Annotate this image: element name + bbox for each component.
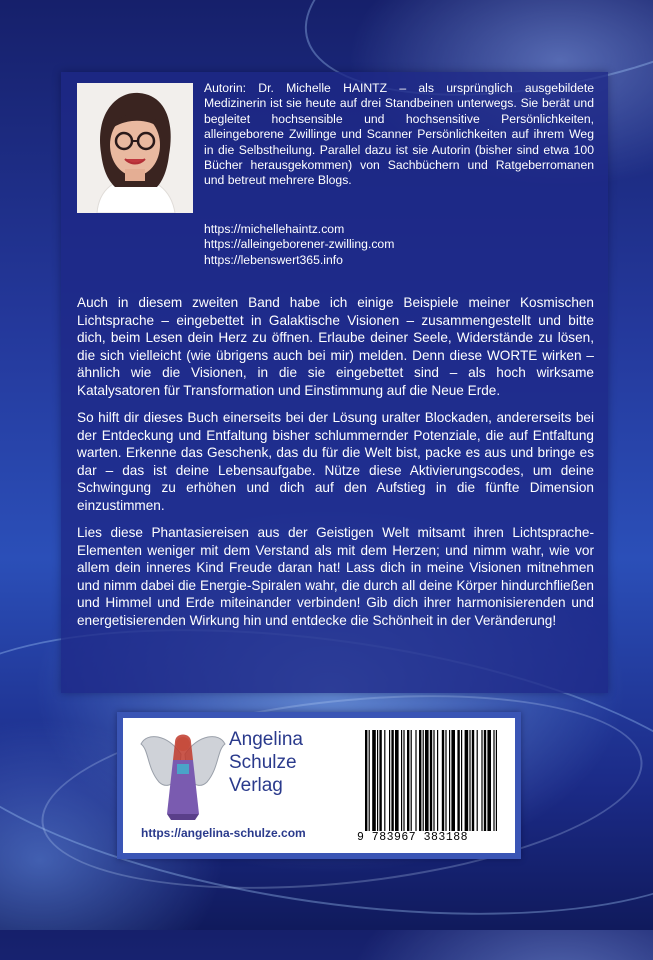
barcode-bar	[461, 730, 462, 834]
barcode-bar	[477, 730, 478, 834]
barcode-bar	[449, 730, 450, 834]
barcode-bar	[365, 730, 367, 834]
author-portrait-image	[77, 83, 193, 213]
barcode-bar	[425, 730, 429, 834]
barcode-bar	[465, 730, 469, 834]
barcode-bar	[369, 730, 370, 834]
barcode-bar	[403, 730, 404, 834]
isbn-barcode	[357, 730, 503, 845]
barcode-bar	[496, 730, 497, 834]
publisher-name	[229, 728, 349, 797]
barcode-bar	[401, 730, 402, 834]
angel-logo-icon	[137, 724, 229, 822]
barcode-bar	[481, 730, 482, 834]
author-bio: Autorin: Dr. Michelle HAINTZ – als ursprünglich ausgebildete Medizinerin ist sie heute auf drei Standbeinen unterwegs. Sie berät und begleitet hochsensible und hochsensitive Persönlichkeiten, alleingeborene Zwillinge und Scanner Persönlichkeiten auf ihrem Weg in die Selbstheilung. Parallel dazu ist sie Autorin (bisher sind etwa 100 Bücher herausgekommen) von Sachbüchern und Ratgeberromanen und betreut mehrere Blogs.	[204, 81, 594, 188]
author-link-website[interactable]: https://michellehaintz.com	[204, 222, 345, 236]
barcode-bar	[451, 730, 455, 834]
barcode-bar	[389, 730, 390, 834]
barcode-bar	[430, 730, 432, 834]
description-paragraph-3: Lies diese Phantasiereisen aus der Geistigen Welt mitsamt ihren Lichtsprache-Elementen weniger mit dem Verstand als mit dem Herzen; und nimm wahr, wie vor allem dein inneres Kind Freude daran hat! Lass dich in meine Visionen mitnehmen und nimm dabei die Energie-Spiralen wahr, die durch all deine Körper hindurchfließen und Himmel und Erde miteinander verbinden! Gib dich ihrer harmonisierenden und energetisierenden Wirkung hin und entdecke die Schönheit in der Veränderung!	[77, 525, 594, 628]
publisher-name-line-3: Verlag	[229, 775, 283, 796]
author-link-lebenswert[interactable]: https://lebenswert365.info	[204, 252, 343, 267]
barcode-bar	[407, 730, 409, 834]
barcode-bar	[437, 730, 438, 834]
text-panel	[61, 72, 608, 693]
description-paragraph-1: Auch in diesem zweiten Band habe ich einige Beispiele meiner Kosmischen Lichtsprache – eingebettet in Galaktische Visionen – zusammengestellt und bitte dich, beim Lesen dein Herz zu öffnen. Erlaube deiner Seele, Widerstände zu lösen, die sich vielleicht (wie übrigens auch bei mir) melden. Denn diese WORTE wirken – ähnlich wie die Visionen, in die sie eingebettet sind – als hoch wirksame Katalysatoren für Transformation und Einstimmung auf die Neue Erde.	[77, 295, 594, 398]
barcode-bar	[372, 730, 376, 834]
publisher-url[interactable]: https://angelina-schulze.com	[141, 826, 306, 840]
author-link-twin[interactable]: https://alleingeborener-zwilling.com	[204, 237, 395, 252]
isbn-digits: 9 783967 383188	[357, 831, 503, 844]
publisher-inner	[123, 718, 515, 853]
description-paragraph-2: So hilft dir dieses Buch einerseits bei der Lösung uralter Blockaden, andererseits bei der Entdeckung und Entfaltung bisher schlummernder Potenziale, die auf Entfaltung warten. Erkenne das Geschenk, das du für die Welt bist, packe es aus und bringe es dar – das ist deine Lebensaufgabe. Nütze diese Aktivierungscodes, um deine Schwingung zu erhöhen und dich auf den Aufstieg in die fünfte Dimension einzustimmen.	[77, 410, 594, 513]
barcode-bar	[391, 730, 393, 834]
barcode-bar	[423, 730, 424, 834]
publisher-name-line-2: Schulze	[229, 752, 297, 773]
barcode-bar	[433, 730, 434, 834]
author-links	[204, 222, 594, 268]
barcode-bar	[419, 730, 421, 834]
barcode-bar	[487, 730, 491, 834]
barcode-bar	[469, 730, 470, 834]
barcode-bar	[472, 730, 474, 834]
barcode-bar	[484, 730, 486, 834]
barcode-bar	[411, 730, 412, 834]
barcode-bar	[445, 730, 446, 834]
barcode-bar	[377, 730, 378, 834]
barcode-bar	[384, 730, 385, 834]
book-description	[77, 294, 594, 639]
barcode-bar	[493, 730, 494, 834]
publisher-box	[117, 712, 521, 859]
barcode-bar	[457, 730, 459, 834]
author-photo	[77, 83, 193, 213]
barcode-bar	[442, 730, 444, 834]
barcode-bar	[395, 730, 399, 834]
barcode-bar	[379, 730, 381, 834]
publisher-name-line-1: Angelina	[229, 729, 303, 750]
barcode-bar	[415, 730, 416, 834]
